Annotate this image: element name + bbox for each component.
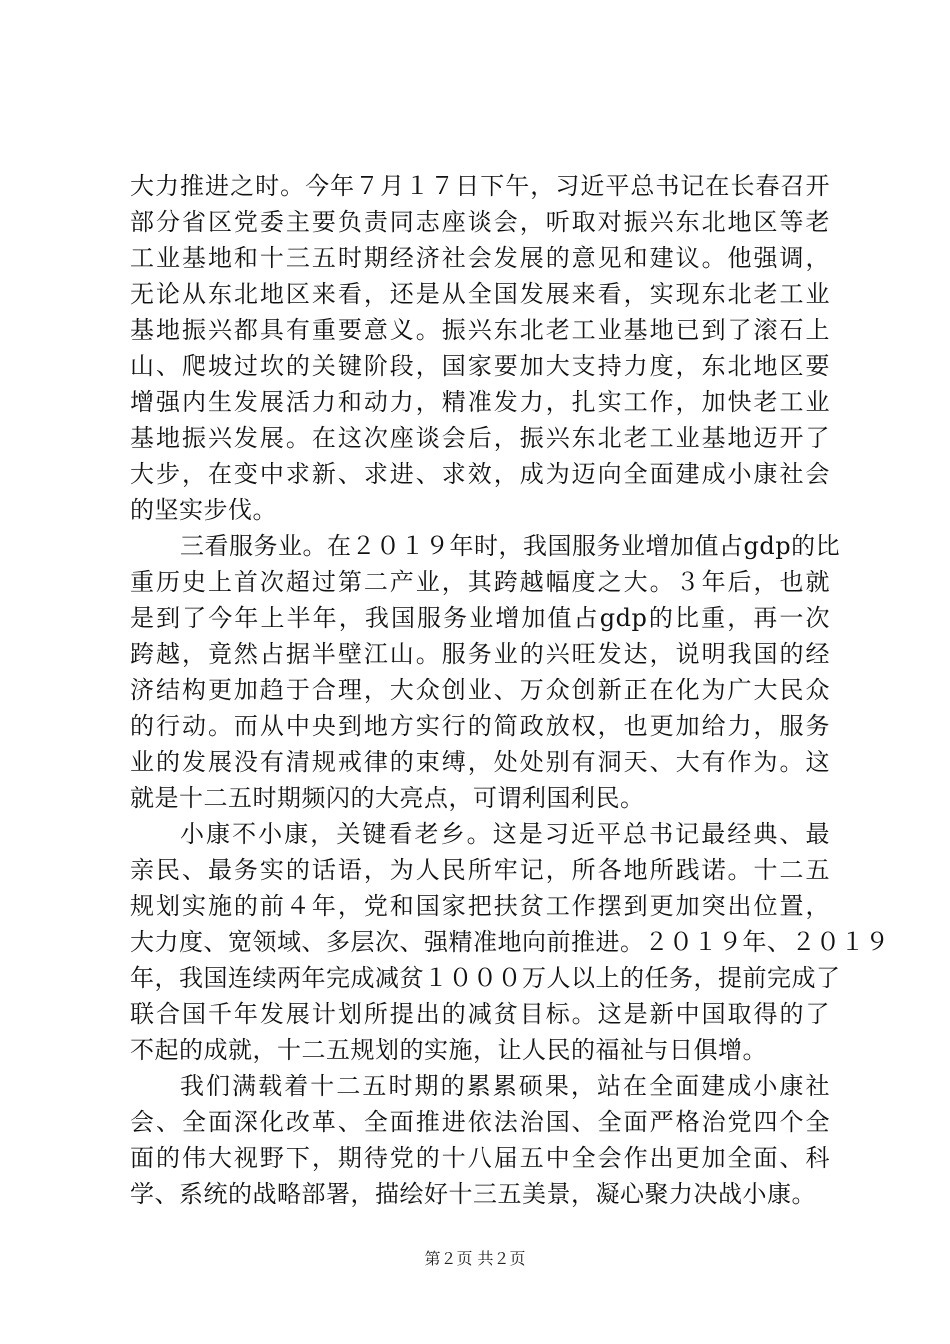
text-line: 大力度、宽领域、多层次、强精准地向前推进。２０１９年、２０１９	[130, 928, 890, 956]
text-line: 规划实施的前４年，党和国家把扶贫工作摆到更加突出位置，	[130, 892, 830, 920]
text-line: 大步，在变中求新、求进、求效，成为迈向全面建成小康社会	[130, 460, 830, 488]
text-line: 是到了今年上半年，我国服务业增加值占gdp的比重，再一次	[130, 604, 830, 632]
text-line: 亲民、最务实的话语，为人民所牢记，所各地所践诺。十二五	[130, 856, 830, 884]
text-line: 小康不小康，关键看老乡。这是习近平总书记最经典、最	[180, 820, 830, 848]
text-line: 三看服务业。在２０１９年时，我国服务业增加值占gdp的比	[180, 532, 841, 560]
text-line: 增强内生发展活力和动力，精准发力，扎实工作，加快老工业	[130, 388, 830, 416]
text-line: 重历史上首次超过第二产业，其跨越幅度之大。３年后，也就	[130, 568, 830, 596]
text-line: 就是十二五时期频闪的大亮点，可谓利国利民。	[130, 784, 645, 812]
text-line: 基地振兴都具有重要意义。振兴东北老工业基地已到了滚石上	[130, 316, 830, 344]
text-line: 工业基地和十三五时期经济社会发展的意见和建议。他强调，	[130, 244, 830, 272]
text-line: 跨越，竟然占据半壁江山。服务业的兴旺发达，说明我国的经	[130, 640, 830, 668]
document-body	[130, 168, 890, 1212]
paragraph	[130, 816, 890, 1068]
text-line: 年，我国连续两年完成减贫１０００万人以上的任务，提前完成了	[130, 964, 841, 992]
text-line: 山、爬坡过坎的关键阶段，国家要加大支持力度，东北地区要	[130, 352, 830, 380]
text-line: 不起的成就，十二五规划的实施，让人民的福祉与日俱增。	[130, 1036, 767, 1064]
text-line: 无论从东北地区来看，还是从全国发展来看，实现东北老工业	[130, 280, 830, 308]
page-footer: 第２页 共２页	[424, 1249, 526, 1268]
text-line: 大力推进之时。今年７月１７日下午，习近平总书记在长春召开	[130, 172, 830, 200]
text-line: 济结构更加趋于合理，大众创业、万众创新正在化为广大民众	[130, 676, 830, 704]
paragraph	[130, 528, 841, 816]
text-line: 联合国千年发展计划所提出的减贫目标。这是新中国取得的了	[130, 1000, 830, 1028]
text-line: 的坚实步伐。	[130, 496, 277, 524]
text-line: 学、系统的战略部署，描绘好十三五美景，凝心聚力决战小康。	[130, 1180, 816, 1208]
text-line: 业的发展没有清规戒律的束缚，处处别有洞天、大有作为。这	[130, 748, 830, 776]
text-line: 部分省区党委主要负责同志座谈会，听取对振兴东北地区等老	[130, 208, 830, 236]
text-line: 我们满载着十二五时期的累累硕果，站在全面建成小康社	[180, 1072, 830, 1100]
paragraph	[130, 1068, 830, 1212]
text-line: 基地振兴发展。在这次座谈会后，振兴东北老工业基地迈开了	[130, 424, 830, 452]
text-line: 面的伟大视野下，期待党的十八届五中全会作出更加全面、科	[130, 1144, 830, 1172]
text-line: 的行动。而从中央到地方实行的简政放权，也更加给力，服务	[130, 712, 830, 740]
text-line: 会、全面深化改革、全面推进依法治国、全面严格治党四个全	[130, 1108, 830, 1136]
paragraph	[130, 168, 830, 528]
